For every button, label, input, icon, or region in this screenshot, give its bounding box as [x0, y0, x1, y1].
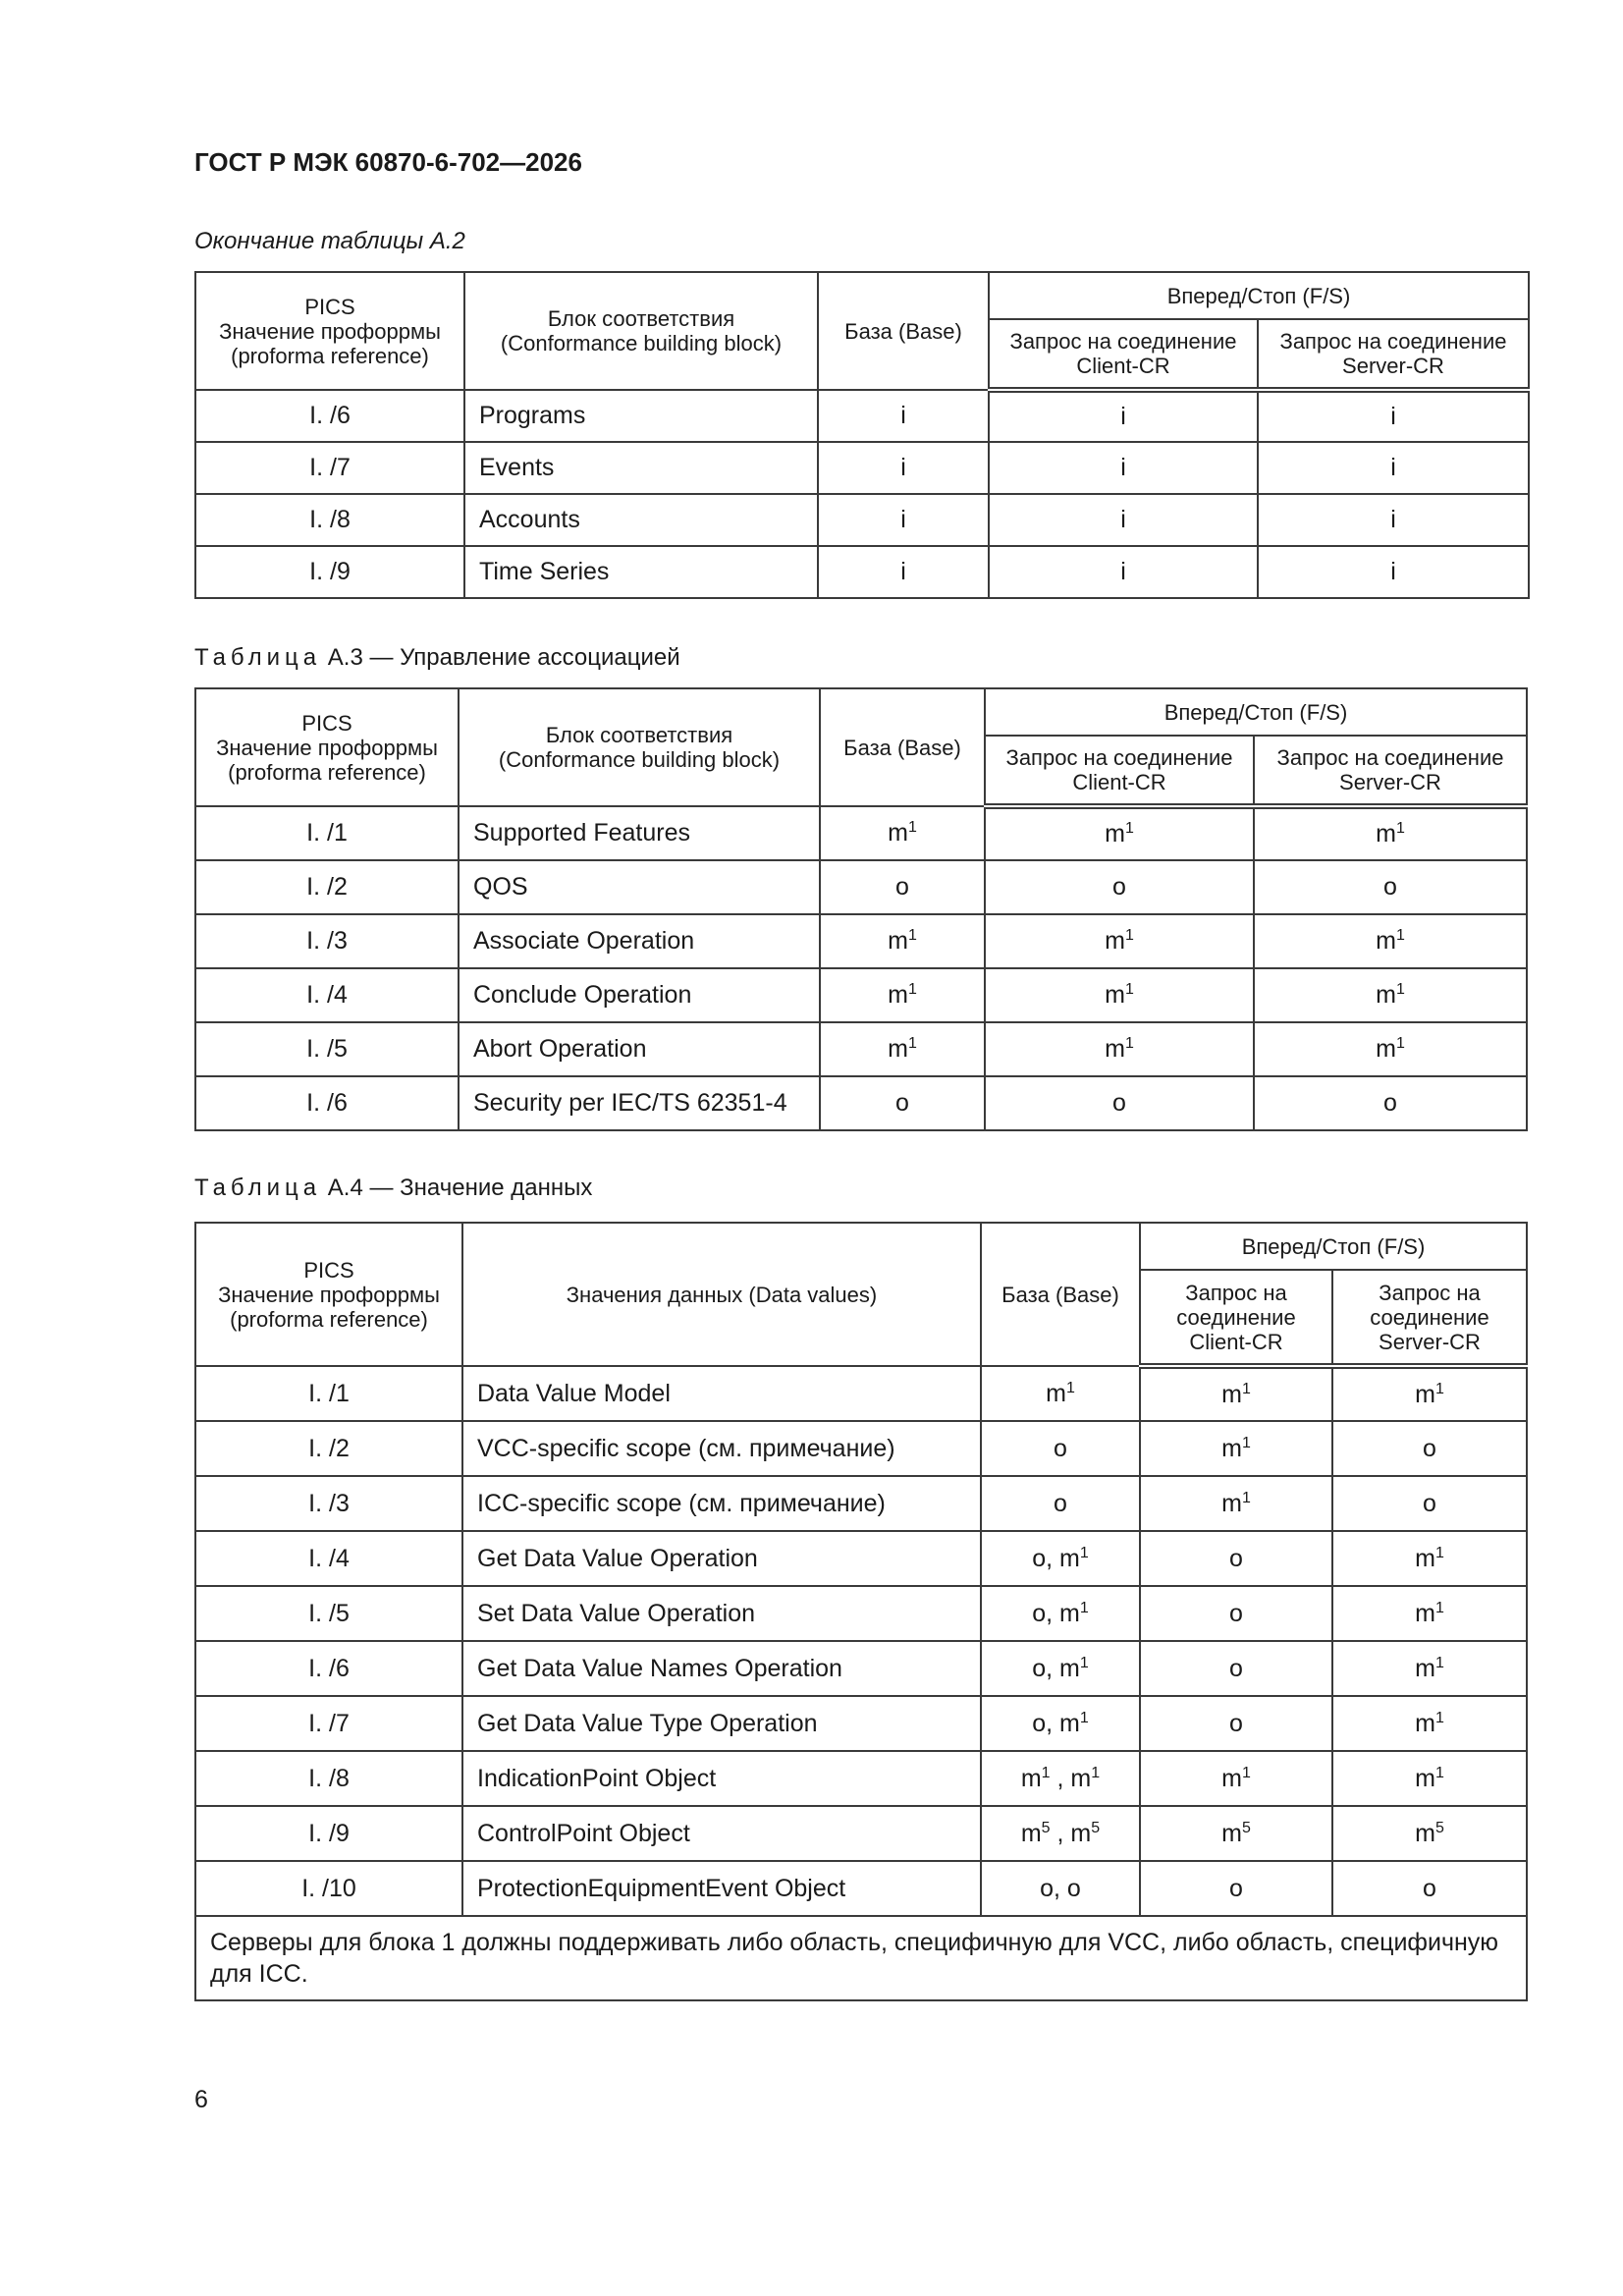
header-block: Блок соответствия (Conformance building block)	[459, 688, 820, 806]
table-row: I. /6 Programs i i i	[195, 390, 1529, 442]
header-base: База (Base)	[818, 272, 989, 390]
table-row: I. /9 Time Series i i i	[195, 546, 1529, 598]
table-row: I. /6 Security per IEC/TS 62351-4 o o o	[195, 1076, 1527, 1130]
table-a2	[194, 271, 1530, 599]
header-client: Запрос на соединение Client-CR	[985, 736, 1254, 806]
table-a4	[194, 1222, 1528, 2001]
table-row: I. /2 VCC-specific scope (см. примечание) o $m^1$ o	[195, 1421, 1527, 1476]
table-row: I. /3 Associate Operation $m^1$ $m^1$ $m^1$	[195, 914, 1527, 968]
header-values: Значения данных (Data values)	[462, 1223, 981, 1366]
table-row: I. /3 ICC-specific scope (см. примечание) o $m^1$ o	[195, 1476, 1527, 1531]
table-a2-caption: Окончание таблицы А.2	[194, 228, 465, 254]
page-number: 6	[194, 2086, 208, 2113]
header-fs: Вперед/Стоп (F/S)	[1140, 1223, 1527, 1270]
table-row: I. /9 ControlPoint Object $m^5$ , $m^5$ $m^5$ $m^5$	[195, 1806, 1527, 1861]
table-a3	[194, 687, 1528, 1131]
document-title: ГОСТ Р МЭК 60870-6-702—2026	[194, 147, 582, 177]
header-client: Запрос на соединение Client-CR	[989, 319, 1258, 390]
table-row: I. /6 Get Data Value Names Operation o, $m^1$ o $m^1$	[195, 1641, 1527, 1696]
table-row: I. /7 Events i i i	[195, 442, 1529, 494]
header-pics: PICS Значение профоррмы (proforma reference)	[195, 272, 464, 390]
table-row: I. /1 Data Value Model $m^1$ $m^1$ $m^1$	[195, 1366, 1527, 1421]
table-row: I. /2 QOS o o o	[195, 860, 1527, 914]
table-row: I. /10 ProtectionEquipmentEvent Object o, o o o	[195, 1861, 1527, 1916]
header-pics: PICS Значение профоррмы (proforma reference)	[195, 688, 459, 806]
header-fs: Вперед/Стоп (F/S)	[989, 272, 1529, 319]
table-row: I. /7 Get Data Value Type Operation o, $m^1$ o $m^1$	[195, 1696, 1527, 1751]
table-row: I. /4 Get Data Value Operation o, $m^1$ o $m^1$	[195, 1531, 1527, 1586]
header-client: Запрос на соединение Client-CR	[1140, 1270, 1332, 1366]
header-server: Запрос на соединение Server-CR	[1254, 736, 1527, 806]
header-base: База (Base)	[981, 1223, 1140, 1366]
table-row: I. /1 Supported Features $m^1$ $m^1$ $m^1$	[195, 806, 1527, 860]
table-note: Серверы для блока 1 должны поддерживать либо область, специфичную для VCC, либо область, специфичную для ICC.	[195, 1916, 1527, 2000]
header-server: Запрос на соединение Server-CR	[1332, 1270, 1527, 1366]
table-row: I. /8 Accounts i i i	[195, 494, 1529, 546]
table-row: I. /8 IndicationPoint Object $m^1$ , $m^1$ $m^1$ $m^1$	[195, 1751, 1527, 1806]
table-a3-caption: Таблица А.3 — Управление ассоциацией	[194, 644, 680, 671]
table-row: I. /5 Abort Operation $m^1$ $m^1$ $m^1$	[195, 1022, 1527, 1076]
table-row: I. /4 Conclude Operation $m^1$ $m^1$ $m^1$	[195, 968, 1527, 1022]
header-pics: PICS Значение профоррмы (proforma reference)	[195, 1223, 462, 1366]
header-fs: Вперед/Стоп (F/S)	[985, 688, 1527, 736]
table-a4-caption: Таблица А.4 — Значение данных	[194, 1175, 593, 1201]
header-base: База (Base)	[820, 688, 985, 806]
table-row: I. /5 Set Data Value Operation o, $m^1$ o $m^1$	[195, 1586, 1527, 1641]
header-server: Запрос на соединение Server-CR	[1258, 319, 1529, 390]
header-block: Блок соответствия (Conformance building block)	[464, 272, 818, 390]
